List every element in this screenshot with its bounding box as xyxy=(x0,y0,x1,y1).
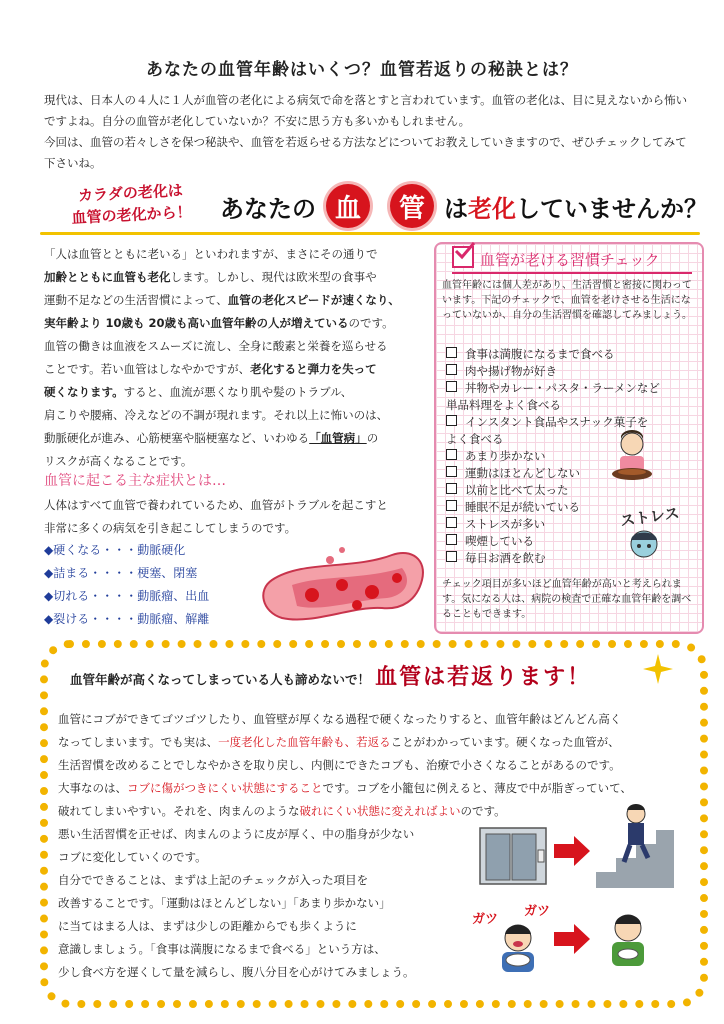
symptom-item: ◆裂ける・・・・動脈瘤、解離 xyxy=(44,612,210,626)
banner-headline xyxy=(220,184,708,228)
gatsu-label-2: ガツ xyxy=(524,904,551,919)
blood-vessel-illustration xyxy=(262,540,432,630)
bottom-text-span: のです。 xyxy=(460,804,506,818)
intro-paragraph-1: 現代は、日本人の４人に１人が血管の老化による病気で命を落とすと言われています。血管の老化は、目に見えないから怖いですよね。自分の血管が老化していないか？不安に思う方も多いかもしれません。 xyxy=(44,93,688,128)
checklist-item-text: よく食べる xyxy=(446,432,504,446)
checkbox-icon xyxy=(446,534,457,545)
checklist-item-text: インスタント食品やスナック菓子を xyxy=(465,415,649,429)
banner-particle: は xyxy=(444,194,468,223)
body-line: 「人は血管とともに老いる」といわれますが、まさにその通りで xyxy=(44,247,378,261)
body-text: のです。 xyxy=(348,316,394,330)
bottom-heading-lead: 血管年齢が高くなってしまっている人も諦めないで！ xyxy=(70,672,371,687)
checklist-item xyxy=(446,380,691,397)
symptoms-heading: 血管に起こる主な症状とは… xyxy=(44,473,226,489)
banner-circle-char-2: 管 xyxy=(390,184,434,228)
bottom-line xyxy=(58,731,688,754)
checklist-item-text: あまり歩かない xyxy=(465,449,546,463)
symptoms-text xyxy=(44,494,429,540)
arrow-right-icon xyxy=(552,922,592,956)
stress-label: ストレス xyxy=(619,503,681,531)
body-bold: 血管の老化スピードが速くなり、 xyxy=(227,293,400,307)
bottom-heading xyxy=(70,660,670,691)
body-line xyxy=(44,358,429,381)
checklist-item-text: 以前と比べて太った xyxy=(465,483,569,497)
body-line xyxy=(44,381,429,404)
checklist-item xyxy=(446,533,646,550)
checkbox-icon xyxy=(446,381,457,392)
bottom-line: 改善することです。「運動はほとんどしない」「あまり歩かない」 xyxy=(58,896,391,910)
checkbox-icon xyxy=(446,517,457,528)
body-line: 血管の働きは血液をスムーズに流し、全身に酸素と栄養を巡らせる xyxy=(44,339,388,353)
arrow-right-icon xyxy=(552,834,592,868)
symptom-item: ◆切れる・・・・動脈瘤、出血 xyxy=(44,589,210,603)
banner-prefix: あなたの xyxy=(220,194,316,223)
banner-underline xyxy=(40,232,700,235)
checklist-item-text: 睡眠不足が続いている xyxy=(465,500,580,514)
checklist-title-text: 血管が老ける習慣チェック xyxy=(480,251,660,269)
body-text: ことです。若い血管はしなやかですが、 xyxy=(44,362,251,376)
intro-text xyxy=(44,90,694,174)
body-bold: 硬くなります。 xyxy=(44,385,124,399)
body-line: リスクが高くなることです。 xyxy=(44,454,193,468)
elevator-icon xyxy=(478,826,550,886)
body-text: の xyxy=(366,431,379,445)
checklist-item xyxy=(446,482,646,499)
checkmark-icon xyxy=(452,246,474,268)
gatsu-label-1: ガツ xyxy=(472,912,499,927)
checklist-item-continued xyxy=(446,397,646,414)
banner-tagline-line1: カラダの老化は xyxy=(77,181,184,205)
symptoms-line: 人体はすべて血管で養われているため、血管がトラブルを起こすと xyxy=(44,498,388,512)
checklist-title xyxy=(452,246,692,274)
banner xyxy=(40,178,708,236)
checklist-footer: チェック項目が多いほど血管年齢が高いと考えられます。気になる人は、病院の検査で正確な血管年齢を調べることもできます。 xyxy=(442,579,692,620)
checklist-item xyxy=(446,516,646,533)
checklist-intro: 血管年齢には個人差があり、生活習慣と密接に関わっています。下記のチェックで、血管を老けさせる生活になっていないか、自分の生活習慣を確認してみましょう。 xyxy=(442,280,692,321)
bottom-heading-main: 血管は若返ります！ xyxy=(375,665,592,690)
checklist-item-text: 運動はほとんどしない xyxy=(465,466,580,480)
stressed-person-icon xyxy=(622,526,666,560)
bottom-highlight: 破れにくい状態に変えればよい xyxy=(299,804,461,818)
slow-eating-person-illustration xyxy=(598,910,658,970)
checkbox-icon xyxy=(446,364,457,375)
checklist-item-text: 単品料理をよく食べる xyxy=(446,398,561,412)
body-line xyxy=(44,312,429,335)
body-text: 運動不足などの生活習慣によって、 xyxy=(44,293,228,307)
banner-red-word: 老化 xyxy=(468,194,516,223)
checklist-item xyxy=(446,363,646,380)
body-bold: 老化すると弾力を失って xyxy=(250,362,377,376)
checkbox-icon xyxy=(446,551,457,562)
banner-circle-char-1: 血 xyxy=(326,184,370,228)
checkbox-icon xyxy=(446,483,457,494)
checklist-item-text: ストレスが多い xyxy=(465,517,546,531)
body-line xyxy=(44,289,429,312)
symptom-item: ◆詰まる・・・・梗塞、閉塞 xyxy=(44,566,198,580)
bottom-line: 悪い生活習慣を正せば、肉まんのように皮が厚く、中の脂身が少ない xyxy=(58,827,415,841)
body-bold: 加齢とともに血管も老化 xyxy=(44,270,171,284)
banner-tagline xyxy=(45,178,217,231)
symptoms-line: 非常に多くの病気を引き起こしてしまうのです。 xyxy=(44,521,297,535)
stairs-person-illustration xyxy=(596,802,674,888)
checklist-item xyxy=(446,346,646,363)
checkbox-icon xyxy=(446,500,457,511)
body-text: 動脈硬化が進み、心筋梗塞や脳梗塞など、いわゆる xyxy=(44,431,310,445)
bottom-text-span: です。コブを小籠包に例えると、薄皮で中が脂ぎっていて、 xyxy=(322,781,632,795)
bottom-left-text xyxy=(58,823,468,984)
body-line xyxy=(44,266,429,289)
page-title: あなたの血管年齢はいくつ？血管若返りの秘訣とは？ xyxy=(146,60,578,80)
overeating-person-illustration xyxy=(490,920,546,974)
checklist-item-text: 食事は満腹になるまで食べる xyxy=(465,347,615,361)
bottom-line: に当てはまる人は、まずは少しの距離からでも歩くように xyxy=(58,919,357,933)
bottom-line: 意識しましょう。「食事は満腹になるまで食べる」という方は、 xyxy=(58,942,386,956)
bottom-line: コブに変化していくのです。 xyxy=(58,850,207,864)
bottom-line: 自分でできることは、まずは上記のチェックが入った項目を xyxy=(58,873,369,887)
bottom-line: 生活習慣を改めることでしなやかさを取り戻し、内側にできたコブも、治療で小さくなることがあるのです。 xyxy=(58,758,621,772)
symptom-item: ◆硬くなる・・・動脈硬化 xyxy=(44,543,186,557)
bottom-line: 少し食べ方を遅くして量を減らし、腹八分目を心がけてみましょう。 xyxy=(58,965,415,979)
body-line: 肩こりや腰痛、冷えなどの不調が現れます。それ以上に怖いのは、 xyxy=(44,408,389,422)
checkbox-icon xyxy=(446,449,457,460)
bottom-text-span: ことがわかっています。硬くなった血管が、 xyxy=(390,735,620,749)
bottom-text-span: なってしまいます。でも実は、 xyxy=(58,735,219,749)
bottom-text xyxy=(58,708,688,823)
body-line xyxy=(44,427,429,450)
bottom-line xyxy=(58,777,688,800)
intro-paragraph-2: 今回は、血管の若々しさを保つ秘訣や、血管を若返らせる方法などについてお教えしていきますので、ぜひチェックしてみて下さいね。 xyxy=(44,135,687,170)
checkbox-icon xyxy=(446,415,457,426)
checklist-item-text: 肉や揚げ物が好き xyxy=(465,364,557,378)
sparkle-icon xyxy=(640,652,676,692)
checkbox-icon xyxy=(446,466,457,477)
bottom-highlight: コブに傷がつきにくい状態にすること xyxy=(127,781,323,795)
bottom-line: 血管にコブができてゴツゴツしたり、血管壁が厚くなる過程で硬くなったりすると、血管年齢はどんどん高く xyxy=(58,712,622,726)
checkbox-icon xyxy=(446,347,457,358)
eating-person-illustration xyxy=(606,428,658,484)
checklist-item-text: 毎日お酒を飲む xyxy=(465,551,546,565)
body-text: します。しかし、現代は欧米型の食事や xyxy=(170,270,377,284)
bottom-text-span: 破れてしまいやすい。それを、肉まんのような xyxy=(58,804,300,818)
bottom-line xyxy=(58,800,688,823)
body-text: すると、血流が悪くなり肌や髪のトラブル、 xyxy=(123,385,353,399)
checklist-item-text: 喫煙している xyxy=(465,534,534,548)
main-body-text xyxy=(44,243,429,473)
bottom-highlight: 一度老化した血管年齢も、若返る xyxy=(218,735,391,749)
checklist-item-text: 丼物やカレー・パスタ・ラーメンなど xyxy=(465,381,660,395)
bottom-text-span: 大事なのは、 xyxy=(58,781,127,795)
checklist-item xyxy=(446,550,646,567)
banner-suffix: していませんか？ xyxy=(516,194,708,223)
body-underlined: 「血管病」 xyxy=(309,431,367,445)
banner-tagline-line2: 血管の老化から！ xyxy=(71,202,192,228)
checklist-item xyxy=(446,499,646,516)
body-bold: 実年齢より 10歳も 20歳も高い血管年齢の人が増えている xyxy=(44,316,349,330)
